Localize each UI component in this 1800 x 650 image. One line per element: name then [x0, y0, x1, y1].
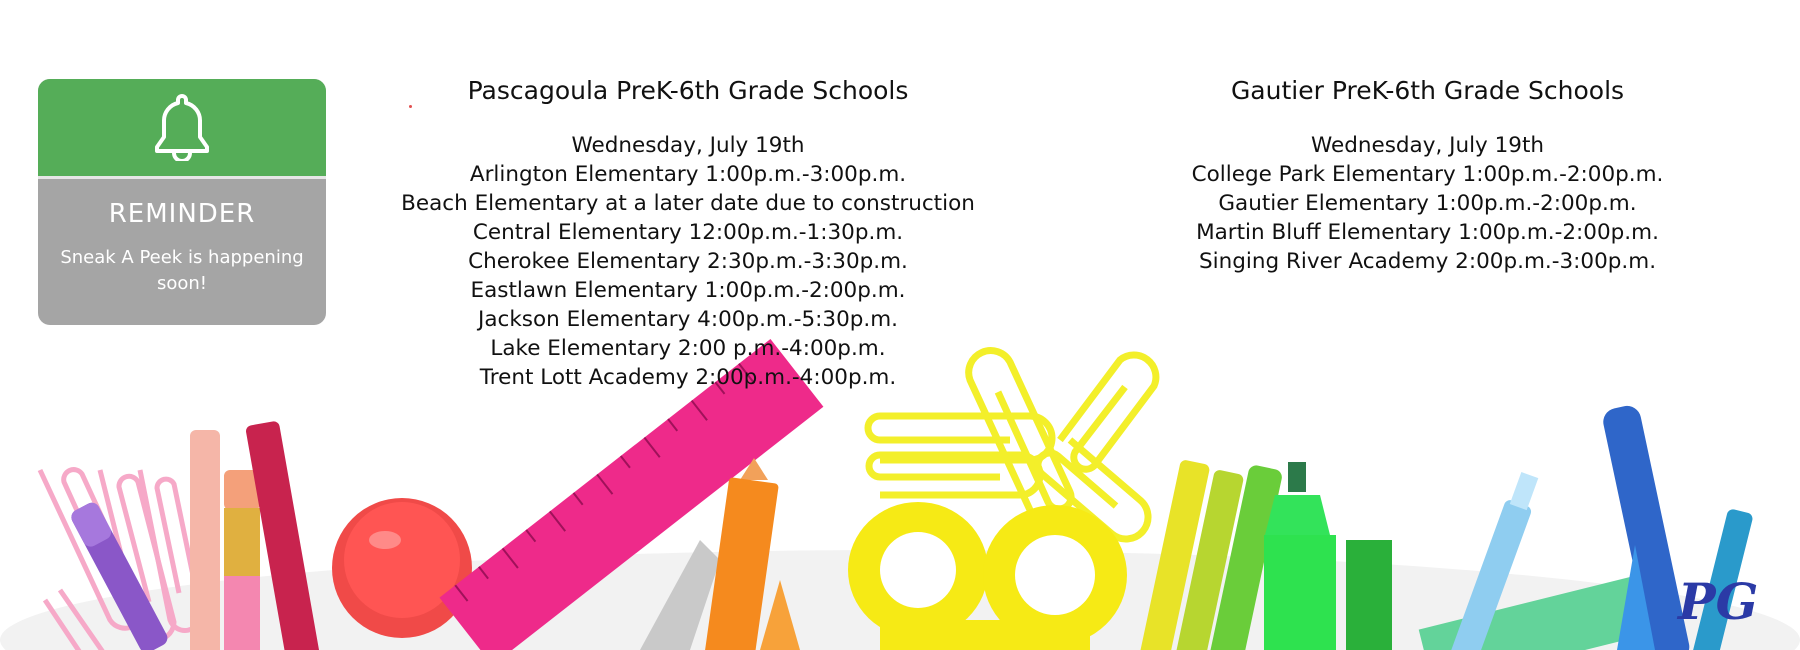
schedule-date: Wednesday, July 19th — [1310, 133, 1545, 158]
schedule-line: Cherokee Elementary 2:30p.m.-3:30p.m. — [468, 249, 908, 274]
schedule-line: Beach Elementary at a later date due to construction — [401, 191, 975, 216]
schedule-line: Singing River Academy 2:00p.m.-3:00p.m. — [1198, 249, 1657, 274]
schedule-line: Lake Elementary 2:00 p.m.-4:00p.m. — [490, 336, 886, 361]
peach-pencil — [190, 430, 220, 650]
dark-green-marker — [1346, 540, 1392, 650]
pascagoula-schedule — [370, 74, 1006, 392]
schedule-line: College Park Elementary 1:00p.m.-2:00p.m. — [1191, 162, 1664, 187]
schedule-line: Jackson Elementary 4:00p.m.-5:30p.m. — [477, 307, 899, 332]
pink-pencil — [224, 470, 260, 650]
reminder-title: REMINDER — [108, 199, 256, 229]
schedule-line: Trent Lott Academy 2:00p.m.-4:00p.m. — [479, 365, 897, 390]
pascagoula-heading: Pascagoula PreK-6th Grade Schools — [467, 76, 909, 105]
gautier-schedule — [1160, 74, 1695, 276]
schedule-line: Central Elementary 12:00p.m.-1:30p.m. — [472, 220, 904, 245]
paint-pot — [332, 498, 472, 638]
gautier-heading: Gautier PreK-6th Grade Schools — [1230, 76, 1625, 105]
schedule-date: Wednesday, July 19th — [571, 133, 805, 158]
schedule-line: Eastlawn Elementary 1:00p.m.-2:00p.m. — [470, 278, 906, 303]
district-logo: PG — [1678, 572, 1759, 631]
schedule-line: Martin Bluff Elementary 1:00p.m.-2:00p.m. — [1196, 220, 1659, 245]
yellow-scissors — [848, 502, 1127, 650]
reminder-message: Sneak A Peek is happening soon! — [60, 247, 304, 294]
reminder-card-header — [38, 79, 326, 179]
schedule-line: Arlington Elementary 1:00p.m.-3:00p.m. — [469, 162, 907, 187]
schedule-line: Gautier Elementary 1:00p.m.-2:00p.m. — [1218, 191, 1637, 216]
bell-icon — [153, 93, 211, 161]
reminder-card — [38, 79, 326, 325]
